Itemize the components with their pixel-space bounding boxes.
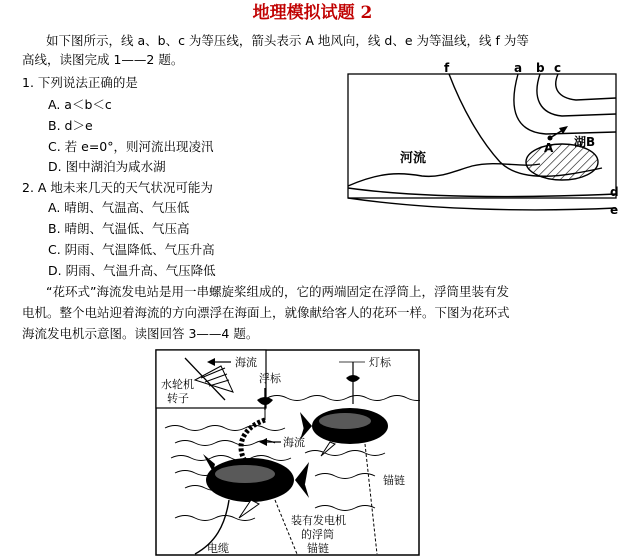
label-generator-float-line-1: 装有发电机 — [291, 514, 346, 527]
label-lake: 湖B — [574, 135, 596, 149]
question-2-option-c: C. 阴雨、气温降低、气压升高 — [48, 242, 215, 257]
label-point-a: A — [544, 141, 554, 155]
label-c: c — [554, 61, 562, 75]
label-anchor-chain-right: 锚链 — [383, 474, 405, 487]
lake-b — [526, 144, 598, 180]
isoline-map — [340, 60, 625, 230]
question-1-stem: 1. 下列说法正确的是 — [22, 75, 138, 90]
intro-line-2: 高线，读图完成 1——2 题。 — [22, 52, 184, 67]
point-a-dot — [548, 136, 553, 141]
question-1-option-b: B. d＞e — [48, 118, 93, 133]
river-line — [348, 164, 540, 186]
left-float-icon — [203, 454, 309, 518]
question-1-option-d: D. 图中湖泊为咸水湖 — [48, 159, 166, 174]
question-1-option-c: C. 若 e=0°，则河流出现凌汛 — [48, 139, 214, 154]
label-b: b — [536, 61, 545, 75]
question-2-option-b: B. 晴朗、气温低、气压高 — [48, 221, 190, 236]
passage-line-3: 海流发电机示意图。读图回答 3——4 题。 — [22, 326, 259, 341]
isobar-line-c — [556, 74, 616, 100]
label-f: f — [444, 61, 450, 75]
passage-line-2: 电机。整个电站迎着海流的方向漂浮在海面上，就像献给客人的花环一样。下图为花环式 — [22, 305, 510, 320]
isotherm-line-d — [348, 188, 616, 196]
label-beacon: 灯标 — [369, 356, 391, 369]
page-title: 地理模拟试题 2 — [252, 3, 373, 23]
label-turbine-line-1: 水轮机 — [161, 378, 194, 391]
isotherm-line-e — [348, 198, 616, 210]
label-generator-float-line-2: 的浮筒 — [301, 528, 334, 541]
label-d: d — [610, 185, 619, 199]
passage-line-1: “花环式”海流发电站是用一串螺旋桨组成的，它的两端固定在浮筒上，浮筒里装有发 — [46, 284, 509, 299]
label-float: 浮标 — [259, 372, 281, 385]
label-anchor-chain-bottom: 锚链 — [307, 542, 329, 555]
isobar-line-a — [514, 74, 616, 134]
wave-lines — [165, 396, 420, 521]
beacon-icon — [339, 362, 365, 404]
label-current-mid: 海流 — [283, 436, 305, 449]
isobar-line-b — [537, 74, 616, 116]
right-float-icon — [300, 408, 388, 456]
question-2-option-a: A. 晴朗、气温高、气压低 — [48, 200, 190, 215]
current-arrow-mid-head-icon — [259, 438, 267, 446]
label-river: 河流 — [400, 151, 427, 166]
label-e: e — [610, 203, 619, 217]
question-1-option-a: A. a＜b＜c — [48, 97, 112, 112]
label-a: a — [514, 61, 523, 75]
label-current-top: 海流 — [235, 356, 257, 369]
label-turbine-line-2: 转子 — [167, 392, 189, 405]
question-2-stem: 2. A 地未来几天的天气状况可能为 — [22, 180, 213, 195]
label-cable: 电缆 — [207, 542, 229, 555]
intro-line-1: 如下图所示，线 a、b、c 为等压线，箭头表示 A 地风向，线 d、e 为等温线，线 f 为等 — [46, 33, 529, 48]
question-2-option-d: D. 阴雨、气温升高、气压降低 — [48, 263, 216, 278]
ocean-current-generator-diagram — [155, 348, 420, 558]
